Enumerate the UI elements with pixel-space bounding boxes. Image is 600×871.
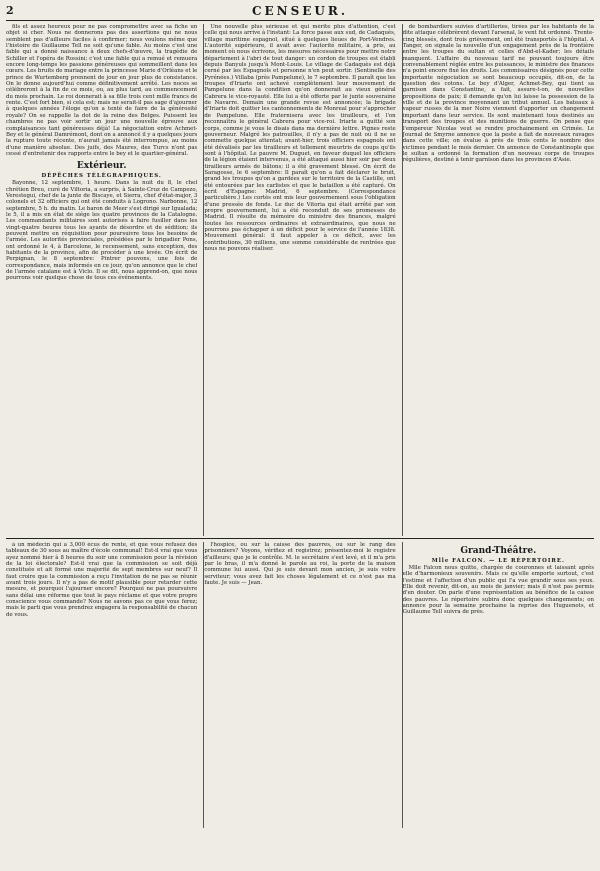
article-depeches: Bayonne, 12 septembre, 1 heure. Dans la nuit du 8, le chef chrétien Breu, curé de Viltoria, a surpris, à Sainte-Cruz de Campezo, Verestegui, chef de la junte de Biscaye, et Sierra, chef d'état-major, 3 colonels et 32 officiers qui ont été conduits à Logrono. Narbonne, 12 septembre, 5 h. du matin. Le baron de Meer s'est dirigé sur Igualada; le 5, il a mis en état de siége les quatre provinces de la Catalogne. Les commandants militaires sont autorisés à faire fusiller dans les vingt-quatre heures tous les ayants de désordre et de sédition; ils peuvent mettre en réquisition pour poursuivre tous les besoins de l'armée. Les autorités provinciales, présidées par le brigadier Pons, ont ordonné le 4, à Barcelone, le recensement, sans exception, des habitants de la province, afin de procéder à une levée. On écrit de Perpignan, le 8 septembre: Pintrer pouvons, une fois de correspondance, mais informés en ce jour, qu'on annonce que le chef de l'armée catalane est à Viclo. Il se dit, nous apprend-on, que nous pourrons voir quelque chose de tous ces événements. bbox=[6, 180, 198, 282]
lower-columns bbox=[6, 542, 594, 828]
page-number: 2 bbox=[6, 4, 14, 17]
upper-columns bbox=[6, 24, 594, 536]
page-header bbox=[6, 4, 594, 21]
section-heading-grand-theatre: Grand-Théâtre. bbox=[460, 546, 537, 556]
subheading-falcon: Mlle FALCON. — LE RÉPERTOIRE. bbox=[431, 558, 565, 564]
article-theatre: Mlle Falcon nous quitte, chargée de couronnes et laissant après elle d'harmonieux souvenirs. Mais ce qu'elle emporte surtout, c'est l'estime et l'affection d'un public qui l'a vue grandir sous ses yeux. Elle doit revenir, dit-on, au mois de janvier; mais il n'est pas permis d'en douter. On parle d'une représentation au bénéfice de la caisse des pauvres. Le répertoire subira donc quelques changements; on annonce pour la semaine prochaine la reprise des Huguenots, et Guillaume Tell suivra de près. bbox=[402, 565, 594, 616]
section-heading-exterieur: Extérieur. bbox=[76, 161, 127, 172]
column-3-upper bbox=[402, 24, 594, 536]
masthead-title: CENSEUR. bbox=[251, 4, 349, 18]
column-1-upper bbox=[6, 24, 197, 536]
feuilleton-text-1: à un médecin qui a 3,000 écus de rente, et que vous refusez des tableaux de 30 sous au maître d'école communal! Est-il vrai que vous ayez nommé hier à 8 heures du soir une commission pour la révision de la loi électorale? Est-il vrai que la commission se soit déjà constituée et ait formé une majorité de sept membres sur neuf? Il faut croire que la commission a reçu l'invitation de ne pas se réunir avant trois jours. Il n'y a pas de motif plausible pour retarder cette mesure, et pourquoi l'ajourner encore? Pourquoi ne pas poursuivre sans délai une réforme que tout le pays réclame et que votre propre conscience vous commande? Nous ne savons pas ce que vous ferez; mais le parti que vous prendrez engagera la responsabilité de chacun de vous. bbox=[6, 542, 198, 618]
column-3-lower bbox=[402, 542, 594, 828]
column-2-lower bbox=[203, 542, 395, 828]
article-nouvelles-diverses: de bombardiers suivies d'artilleries, tirées par les habitants de la dite attaque célébrèrent devant l'arsenal, le vent fut ordonné. Trente-cinq blessés, dont trois grièvement, ont été transportés à l'hôpital. A Tanger, on signale la nouvelle d'un engagement près de la frontière entre les troupes du sultan et celles d'Abd-el-Kader; les détails manquent. L'affaire du nouveau tarif ne pouvant toujours être convenablement réglée entre les puissances, le ministre des finances n'a point encore fixé les droits. Les commissaires désignés pour cette importante négociation se sont beaucoup occupés, dit-on, de la question des cotons. Le bey d'Alger, Achmet-Bey, qui tient sa garnison dans Constantine, a fait, assure-t-on, de nouvelles propositions de paix; il demande qu'on lui laisse la possession de la ville et de la province moyennant un tribut annuel. Les bateaux à vapeur russes de la mer Noire viennent d'apporter un changement important dans leur service. Ils sont maintenant tous destinés au transport des troupes et des munitions de guerre. On pense que l'empereur Nicolas veut se rendre prochainement en Crimée. Le Journal de Smyrne annonce que la peste a fait de nouveaux ravages dans cette ville; on évalue à près de trois cents le nombre des victimes pendant le mois dernier. On annonce de Constantinople que le sultan a ordonné la formation d'un nouveau corps de troupes régulières, destiné à tenir garnison dans les provinces d'Asie. bbox=[402, 24, 594, 164]
column-1-lower bbox=[6, 542, 197, 828]
article-paris-news: fils et assez heureux pour ne pas compromettre avec sa fiche un objet si cher. Nous ne donnerons pas des assertions qui ne nous semblent pas d'ailleurs faciles à confirmer; nous voulons même que l'histoire de Guillaume Tell ne soit qu'une fable. Au moins c'est une fable qui a donné naissance à deux chefs-d'œuvre, la tragédie de Schiller et l'opéra de Rossini; c'est une fable qui a remué et remuera encore long-temps les passions généreuses qui sommeillent dans les cœurs. Les bruits de mariage entre la princesse Marie d'Orléans et le prince de Wurtemberg prennent de jour en jour plus de consistance. On le donne aujourd'hui comme définitivement arrêté. Les noces se célébreront à la fin de ce mois, ou, au plus tard, au commencement du mois prochain. Le roi donnerait à sa fille trois cent mille francs de rente. C'est fort bien, si cela est; mais ne serait-il pas sage d'ajourner à quelques années l'éloge qu'on a tenté de faire de la générosité royale? On se rappelle la dot de la reine des Belges. Puissent les chambres ne pas voir sortir un jour une nouvelle épreuve aux complaisances tant généreuses déjà! La négociation entre Achmet-Bey et le général Damrémont, dont on a annoncé il y a quelques jours la rupture toute récente, n'aurait jamais été interrompue, au moins d'une manière absolue. Des juifs, des Maures, des Turcs n'ont pas cessé d'entretenir des rapports entre le bey et le quartier-général. bbox=[6, 24, 198, 157]
article-espagne: Une nouvelle plus sérieuse et qui mérite plus d'attention, c'est celle qui nous arrive à l'instant: La force passe aux sud, de Cadaquès, village maritime espagnol, situé à quelques lieues de Port-Vendres. L'autorité supérieure, il avait avec l'autorité militaire, a pris, au moment où nous écrivons, les mesures nécessaires pour mettre notre département à l'abri de tout danger: un cordon de troupes est établi depuis Banyuls jusqu'à Mont-Louis. Le village de Cadaquès est déjà cerné par les Espagnols et personne n'en peut sortir. (Sentinelle des Pyrénées.) Villaba (près Pampelune), le 7 septembre. Il paraît que les troupes d'Iriarte ont achevé complètement leur mouvement de Pampelune dans la condition qu'on donnerait au vieux général Cabrera le vice-royauté. Elle lui a été offerte par le junte souveraine de Navarre. Demain une grande revue est annoncée; la brigade d'Iriarte doit quitter les cantonnements de Monreal pour s'approcher de Pampelune. Elle fraternisera avec les tirailleurs, et l'on reconnaîtra le général Cabrera pour vice-roi. Iriarte a quitté son corps, comme je vous le disais dans ma dernière lettre. Pignes reste gouverneur. Malgré les patrouilles, il n'y a pas de nuit où il ne se commette quelque attentat; avant-hier, trois officiers espagnols ont été dévalisés par les tirailleurs et tellement meurtris de coups qu'ils sont à l'hôpital. Le pauvre M. Duguet, en faveur duquel les officiers de la légion étaient intervenus, a été attaqué aussi hier soir par deux tirailleurs armés de bâtons; il a été gravement blessé. On écrit de Saragosse, le 6 septembre: Il paraît qu'on a fait déclarer le bruit, grand les troupes qu'on a gardées sur le territoire de la Castille, ont été entourées par les carlistes et que le bataillon a été capturé. On écrit d'Espagne: Madrid, 6 septembre. (Correspondance particulière.) Les cortès ont mis leur gouvernement sous l'obligation d'une pressée de fonds. Le duc de Vitoria qui était arrêté par son propre gouvernement, lui a été reconduit de ses promesses de Madrid. Il résulte du mémoire du ministre des finances, malgré toutes les ressources ordinaires et extraordinaires, que nous ne pourrons pas échapper à un déficit pour le service de l'année 1838. Mouvement général: il faut appeler à ce déficit, avec les contributions, 30 millions, une somme considérable de rentrées que nous ne pouvons réaliser. bbox=[204, 24, 396, 253]
subheading-depeches: DÉPÊCHES TÉLÉGRAPHIQUES. bbox=[41, 173, 162, 180]
feuilleton-text-2: l'hospice, ou sur la caisse des pauvres, ou sur le rang des prisonniers? Voyons, vérifiez et registrez; présentez-moi le registre d'ailleurs; que je le contrôle. M. le secrétaire s'est levé, et il m'a pris par le bras, il m'a donné le parole au roi, la porte de la maison commune lui aussi. Qui je suis devant mon ancien, je suis votre serviteur; vous avez fait les choses légalement et ce n'est pas ma faute. Je suis — Jean. bbox=[204, 542, 396, 587]
feuilleton-divider bbox=[6, 538, 594, 539]
column-2-upper bbox=[203, 24, 395, 536]
